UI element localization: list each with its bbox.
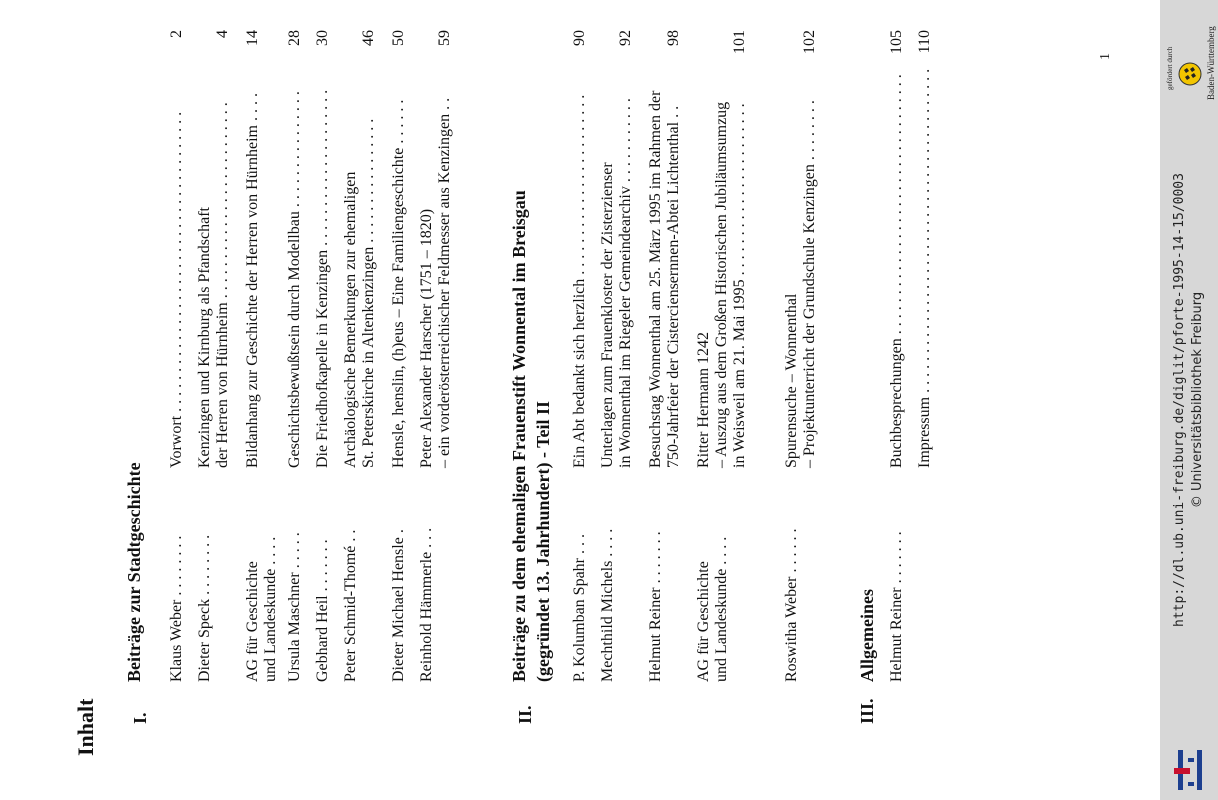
entry-author: Roswitha Weber . . . . . . <box>783 528 800 682</box>
entry-author: Mechthild Michels . . . . <box>599 528 616 682</box>
entry-author: Peter Schmid-Thomé . . <box>342 529 359 682</box>
entry-title: St. Peterskirche in Altenkenzingen . . . . . . . . . . . . . . . . <box>360 118 377 468</box>
entry-title: Hensle, henslin, (h)eus – Eine Familiengeschichte . . . . . . <box>390 99 407 468</box>
entry-title: Spurensuche – Wonnenthal <box>783 293 800 468</box>
entry-page-number: 4 <box>214 30 231 38</box>
entry-author: Dieter Speck . . . . . . . . <box>196 534 213 682</box>
entry-title: Ein Abt bedankt sich herzlich . . . . . . . . . . . . . . . . . . . . . . . <box>571 94 588 468</box>
university-logo-icon <box>1174 750 1213 790</box>
entry-page-number: 98 <box>665 30 682 46</box>
entry-page-number: 110 <box>916 30 933 54</box>
section-heading: (gegründet 13. Jahrhundert) - Teil II <box>533 400 553 682</box>
entry-author: Helmut Reiner . . . . . . . <box>888 531 905 682</box>
section-heading: Beiträge zu dem ehemaligen Frauenstift Wonnental im Breisgau <box>509 190 529 682</box>
section-number: III. <box>857 698 877 724</box>
entry-title: Kenzingen und Kirnburg als Pfandschaft <box>196 207 213 468</box>
copyright-text: © Universitätsbibliothek Freiburg <box>1190 291 1205 509</box>
entry-title: – ein vorderösterreichischer Feldmesser aus Kenzingen . . <box>436 97 453 468</box>
section-number: I. <box>130 712 150 724</box>
entry-title: – Auszug aus dem Großen Historischen Jubiläumsumzug <box>713 101 730 468</box>
sidebar-rotated <box>1160 0 1218 800</box>
entry-page-number: 14 <box>244 30 261 46</box>
entry-title: 750-Jahrfeier der Cisterciensernnen-Abtei Lichtenthal . . <box>665 105 682 468</box>
entry-page-number: 92 <box>617 30 634 46</box>
entry-title: der Herren von Hürnheim . . . . . . . . . . . . . . . . . . . . . . . . . <box>214 102 231 468</box>
entry-author: P. Kolumban Spahr . . . <box>571 534 588 682</box>
entry-page-number: 102 <box>801 30 818 54</box>
entry-author: Klaus Weber . . . . . . . . <box>168 535 185 682</box>
entry-page-number: 46 <box>360 30 377 46</box>
entry-title: Bildanhang zur Geschichte der Herren von Hürnheim . . . . <box>244 93 261 468</box>
entry-title: Besuchstag Wonnenthal am 25. März 1995 im Rahmen der <box>647 90 664 468</box>
entry-author: Ursula Maschner . . . . . <box>286 532 303 682</box>
entry-title: Ritter Hermann 1242 <box>695 332 712 468</box>
entry-page-number: 2 <box>168 30 185 38</box>
entry-page-number: 105 <box>888 30 905 54</box>
entry-author: und Landeskunde . . . . <box>713 536 730 682</box>
entry-author: Gebhard Heil . . . . . . . <box>314 539 331 682</box>
entry-author: und Landeskunde . . . . <box>262 536 279 682</box>
funding-badge <box>1166 26 1216 100</box>
entry-author: AG für Geschichte <box>695 561 712 682</box>
page-title: Inhalt <box>73 698 98 756</box>
entry-author: Dieter Michael Hensle . <box>390 529 407 682</box>
section-heading: Beiträge zur Stadtgeschichte <box>124 462 144 682</box>
entry-page-number: 30 <box>314 30 331 46</box>
entry-title: Unterlagen zum Frauenkloster der Zisterzienser <box>599 162 616 468</box>
entry-title: Buchbesprechungen . . . . . . . . . . . . . . . . . . . . . . . . . . . . . . . . . <box>888 74 905 468</box>
entry-page-number: 101 <box>731 30 748 54</box>
source-url[interactable]: http://dl.ub.uni-freiburg.de/diglit/pforte-1995-14-15/0003 <box>1172 173 1187 627</box>
entry-title: Vorwort . . . . . . . . . . . . . . . . . . . . . . . . . . . . . . . . . . . . . . <box>168 111 185 468</box>
entry-author: Helmut Reiner . . . . . . . <box>647 531 664 682</box>
library-sidebar <box>1160 0 1218 800</box>
entry-page-number: 50 <box>390 30 407 46</box>
section-heading: Allgemeines <box>857 589 877 682</box>
entry-page-number: 28 <box>286 30 303 46</box>
entry-title: – Projektunterricht der Grundschule Kenzingen . . . . . . . . <box>801 100 818 468</box>
entry-title: Die Friedhofkapelle in Kenzingen . . . . . . . . . . . . . . . . . . . . <box>314 89 331 468</box>
entry-title: in Weisweil am 21. Mai 1995 . . . . . . . . . . . . . . . . . . . . . . <box>731 103 748 468</box>
entry-title: Geschichtsbewußtsein durch Modellbau . . . . . . . . . . . . . . . <box>286 91 303 468</box>
entry-title: in Wonnenthal im Riegeler Gemeindearchiv . . . . . . . . . . . <box>617 98 634 468</box>
state-crest-icon <box>1178 62 1207 86</box>
funded-by-text: Baden-Württemberg <box>1206 26 1216 100</box>
entry-title: Impressum . . . . . . . . . . . . . . . . . . . . . . . . . . . . . . . . . . . . . . . . . <box>916 68 933 468</box>
entry-page-number: 90 <box>571 30 588 46</box>
entry-author: AG für Geschichte <box>244 561 261 682</box>
section-number: II. <box>515 705 535 724</box>
funded-by-small-text: gefördert durch <box>1166 46 1174 90</box>
entry-page-number: 59 <box>436 30 453 46</box>
entry-title: Archäologische Bemerkungen zur ehemaligen <box>342 171 359 468</box>
entry-author: Reinhold Hämmerle . . . <box>418 527 435 682</box>
page-number: 1 <box>1098 53 1113 60</box>
entry-title: Peter Alexander Harscher (1751 – 1820) <box>418 208 435 468</box>
